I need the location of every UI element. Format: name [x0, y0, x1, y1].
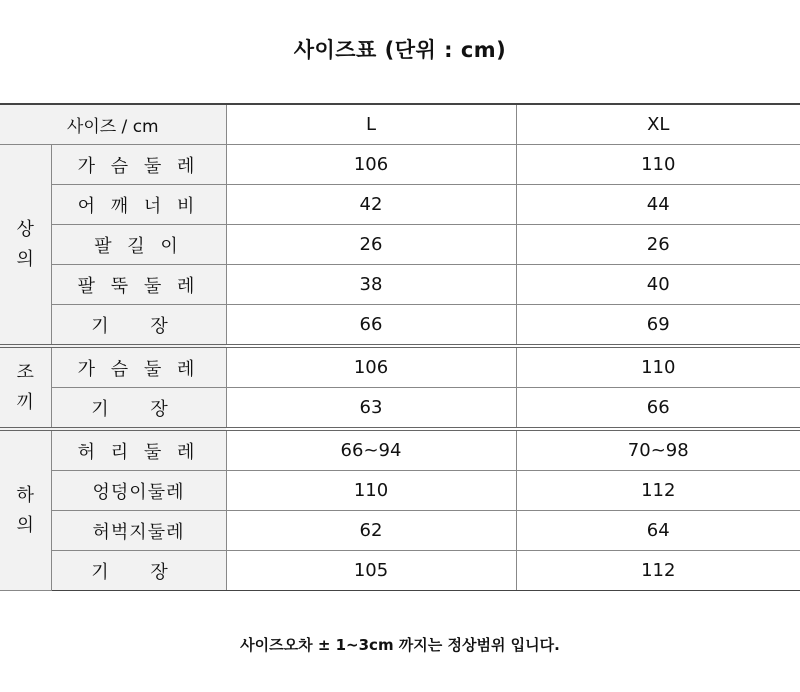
header-size-l: L [226, 104, 516, 145]
group-bottom [0, 429, 51, 591]
table-row [0, 305, 800, 347]
value-xl: 112 [516, 471, 800, 511]
table-row [0, 145, 800, 185]
value-l: 42 [226, 185, 516, 225]
row-label: 기 장 [51, 388, 226, 430]
table-row [0, 429, 800, 471]
table-row [0, 265, 800, 305]
value-l: 26 [226, 225, 516, 265]
value-xl: 110 [516, 145, 800, 185]
value-xl: 26 [516, 225, 800, 265]
size-chart-table [0, 103, 800, 591]
header-label: 사이즈 / cm [0, 104, 226, 145]
table-row [0, 346, 800, 388]
value-xl: 69 [516, 305, 800, 347]
value-l: 106 [226, 145, 516, 185]
value-xl: 110 [516, 346, 800, 388]
value-xl: 70~98 [516, 429, 800, 471]
row-label: 가 슴 둘 레 [51, 346, 226, 388]
table-row [0, 551, 800, 591]
row-label: 기 장 [51, 551, 226, 591]
row-label: 기 장 [51, 305, 226, 347]
value-xl: 64 [516, 511, 800, 551]
value-l: 106 [226, 346, 516, 388]
table-row [0, 185, 800, 225]
value-l: 66 [226, 305, 516, 347]
group-label: 조끼 [16, 361, 34, 413]
row-label: 가 슴 둘 레 [51, 145, 226, 185]
value-l: 110 [226, 471, 516, 511]
value-l: 105 [226, 551, 516, 591]
value-l: 66~94 [226, 429, 516, 471]
group-label: 상의 [16, 218, 34, 270]
table-row [0, 511, 800, 551]
table-row [0, 471, 800, 511]
value-xl: 66 [516, 388, 800, 430]
group-top [0, 145, 51, 347]
table-header-row [0, 104, 800, 145]
row-label: 허벅지둘레 [51, 511, 226, 551]
value-xl: 44 [516, 185, 800, 225]
value-l: 38 [226, 265, 516, 305]
row-label: 팔 길 이 [51, 225, 226, 265]
group-label: 하의 [16, 484, 34, 536]
row-label: 팔 뚝 둘 레 [51, 265, 226, 305]
value-xl: 112 [516, 551, 800, 591]
value-xl: 40 [516, 265, 800, 305]
page-title: 사이즈표 (단위 : cm) [293, 38, 507, 62]
group-vest [0, 346, 51, 429]
value-l: 62 [226, 511, 516, 551]
header-size-xl: XL [516, 104, 800, 145]
table-row [0, 388, 800, 430]
row-label: 엉덩이둘레 [51, 471, 226, 511]
row-label: 허 리 둘 레 [51, 429, 226, 471]
row-label: 어 깨 너 비 [51, 185, 226, 225]
table-row [0, 225, 800, 265]
value-l: 63 [226, 388, 516, 430]
size-tolerance-note: 사이즈오차 ± 1~3cm 까지는 정상범위 입니다. [240, 636, 560, 654]
